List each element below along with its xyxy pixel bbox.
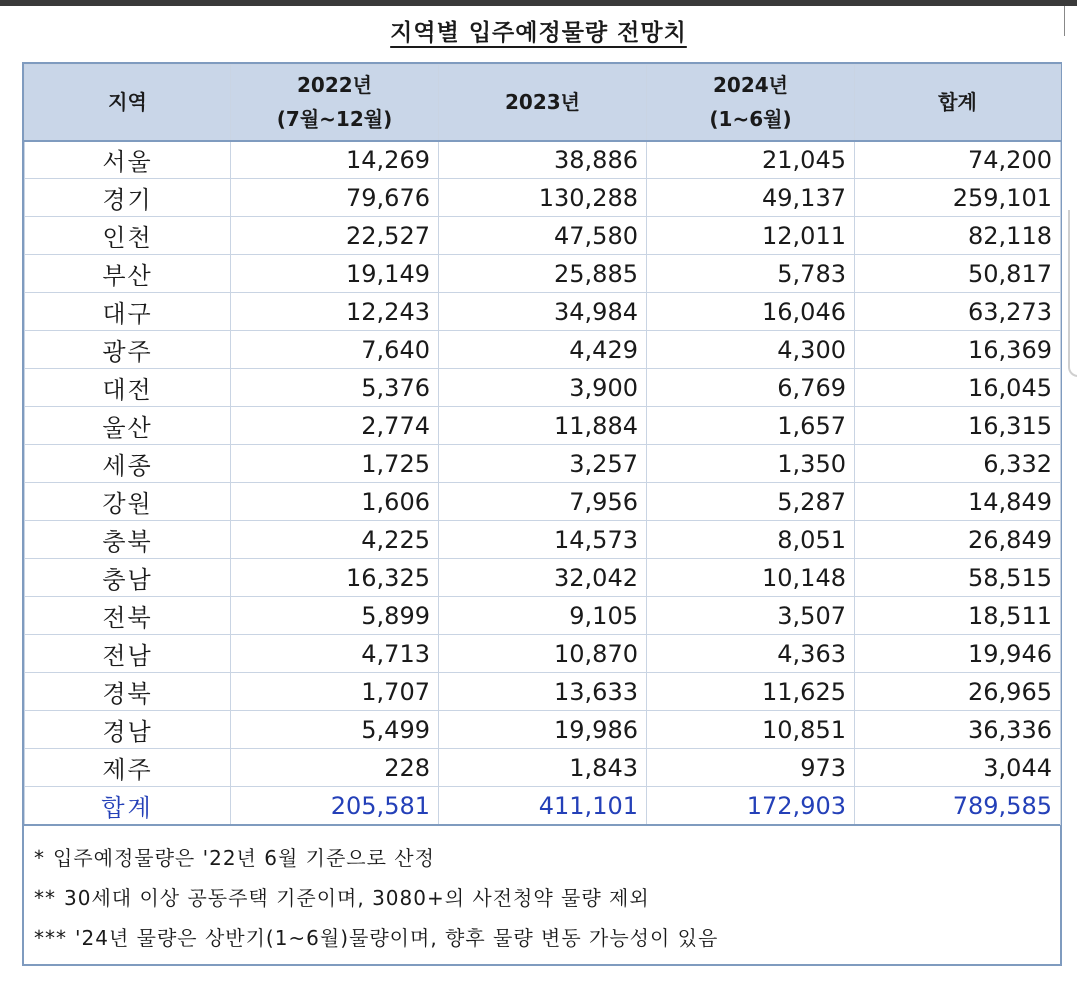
cell-total: 19,946 [855,635,1061,673]
table-row [25,673,1061,711]
page-title [0,14,1077,47]
cell-2024: 1,350 [647,445,855,483]
cell-region: 경남 [25,711,231,749]
cell-2022: 2,774 [231,407,439,445]
cell-2024: 16,046 [647,293,855,331]
cell-total: 259,101 [855,179,1061,217]
cell-2022: 4,713 [231,635,439,673]
cell-region: 제주 [25,749,231,787]
cell-2023: 25,885 [439,255,647,293]
cell-2022: 4,225 [231,521,439,559]
cell-total: 74,200 [855,141,1061,179]
cell-2022: 1,707 [231,673,439,711]
cell-2022: 228 [231,749,439,787]
cell-2022: 79,676 [231,179,439,217]
header-label: 2023년 [505,90,580,115]
cell-2023: 13,633 [439,673,647,711]
footnote [34,882,1060,922]
cell-2023: 10,870 [439,635,647,673]
cell-region: 충북 [25,521,231,559]
cell-2022: 1,725 [231,445,439,483]
cell-2023: 38,886 [439,141,647,179]
cell-2023: 7,956 [439,483,647,521]
table-row [25,521,1061,559]
cell-total: 16,315 [855,407,1061,445]
cell-region: 경북 [25,673,231,711]
cell-region: 충남 [25,559,231,597]
table-row [25,749,1061,787]
cell-total: 58,515 [855,559,1061,597]
cell-2024: 5,783 [647,255,855,293]
cell-2023: 11,884 [439,407,647,445]
table-row [25,331,1061,369]
cell-total: 14,849 [855,483,1061,521]
cell-total: 50,817 [855,255,1061,293]
cell-2023: 3,257 [439,445,647,483]
cell-total: 3,044 [855,749,1061,787]
table-row [25,711,1061,749]
cell-2022: 12,243 [231,293,439,331]
table-row [25,141,1061,179]
footnote-text: 입주예정물량은 '22년 6월 기준으로 산정 [53,846,435,870]
header-2023 [439,65,647,141]
cell-2022: 205,581 [231,787,439,825]
table-row [25,597,1061,635]
cell-2023: 3,900 [439,369,647,407]
cell-2023: 32,042 [439,559,647,597]
footnote [34,842,1060,882]
cell-2023: 34,984 [439,293,647,331]
table-row [25,179,1061,217]
cell-total: 16,045 [855,369,1061,407]
cell-region: 서울 [25,141,231,179]
cell-total: 26,849 [855,521,1061,559]
cell-2023: 130,288 [439,179,647,217]
table-row [25,293,1061,331]
cell-2022: 19,149 [231,255,439,293]
table-row [25,407,1061,445]
cell-2024: 1,657 [647,407,855,445]
cell-2022: 7,640 [231,331,439,369]
cell-total: 82,118 [855,217,1061,255]
cell-region: 광주 [25,331,231,369]
cell-2023: 47,580 [439,217,647,255]
footnote-mark: ** [34,886,56,910]
total-row [25,787,1061,825]
cell-2024: 10,148 [647,559,855,597]
footnotes [24,824,1060,964]
page-curl-decoration [1068,210,1077,377]
cell-2024: 172,903 [647,787,855,825]
table-row [25,445,1061,483]
cell-region: 경기 [25,179,231,217]
table-row [25,483,1061,521]
cell-region: 대구 [25,293,231,331]
cell-2023: 411,101 [439,787,647,825]
footnote-mark: *** [34,926,67,950]
cell-region: 세종 [25,445,231,483]
data-table [24,64,1061,825]
cell-2024: 5,287 [647,483,855,521]
cell-region: 대전 [25,369,231,407]
cell-region: 전남 [25,635,231,673]
table-body [25,141,1061,825]
header-row [25,65,1061,141]
cell-2024: 10,851 [647,711,855,749]
cell-2024: 11,625 [647,673,855,711]
cell-2024: 8,051 [647,521,855,559]
footnote-text: 30세대 이상 공동주택 기준이며, 3080+의 사전청약 물량 제외 [64,886,650,910]
cell-2022: 5,899 [231,597,439,635]
header-label: 합계 [938,90,977,115]
table-row [25,635,1061,673]
top-edge-bar [0,0,1077,6]
footnote-text: '24년 물량은 상반기(1~6월)물량이며, 향후 물량 변동 가능성이 있음 [75,926,719,950]
header-label: 지역 [108,90,147,115]
header-sublabel: (7월~12월) [276,107,393,132]
table-row [25,559,1061,597]
cell-region: 인천 [25,217,231,255]
table-row [25,217,1061,255]
cell-total: 6,332 [855,445,1061,483]
cell-total: 18,511 [855,597,1061,635]
cell-2024: 973 [647,749,855,787]
cell-2022: 16,325 [231,559,439,597]
header-2024 [647,65,855,141]
header-label: 2024년 [713,73,788,98]
cell-total: 16,369 [855,331,1061,369]
cell-2022: 5,499 [231,711,439,749]
cell-total: 63,273 [855,293,1061,331]
cell-2024: 12,011 [647,217,855,255]
table-row [25,255,1061,293]
cell-region: 울산 [25,407,231,445]
cell-2023: 1,843 [439,749,647,787]
footnote [34,922,1060,962]
cell-2024: 21,045 [647,141,855,179]
cell-region: 부산 [25,255,231,293]
cell-2024: 4,363 [647,635,855,673]
cell-2022: 5,376 [231,369,439,407]
cell-total: 789,585 [855,787,1061,825]
cell-2023: 14,573 [439,521,647,559]
header-2022 [231,65,439,141]
cell-total: 36,336 [855,711,1061,749]
cell-2022: 14,269 [231,141,439,179]
cell-2023: 9,105 [439,597,647,635]
cell-2024: 6,769 [647,369,855,407]
cell-total: 26,965 [855,673,1061,711]
cell-2024: 49,137 [647,179,855,217]
cell-region: 합계 [25,787,231,825]
header-sublabel: (1~6월) [709,107,792,132]
header-label: 2022년 [297,73,372,98]
cell-2022: 22,527 [231,217,439,255]
footnote-mark: * [34,846,45,870]
cell-2024: 3,507 [647,597,855,635]
cell-2024: 4,300 [647,331,855,369]
cell-region: 전북 [25,597,231,635]
cell-2023: 19,986 [439,711,647,749]
cell-region: 강원 [25,483,231,521]
table-row [25,369,1061,407]
cell-2023: 4,429 [439,331,647,369]
cell-2022: 1,606 [231,483,439,521]
title-text: 지역별 입주예정물량 전망치 [390,20,687,46]
header-region [25,65,231,141]
header-total [855,65,1061,141]
